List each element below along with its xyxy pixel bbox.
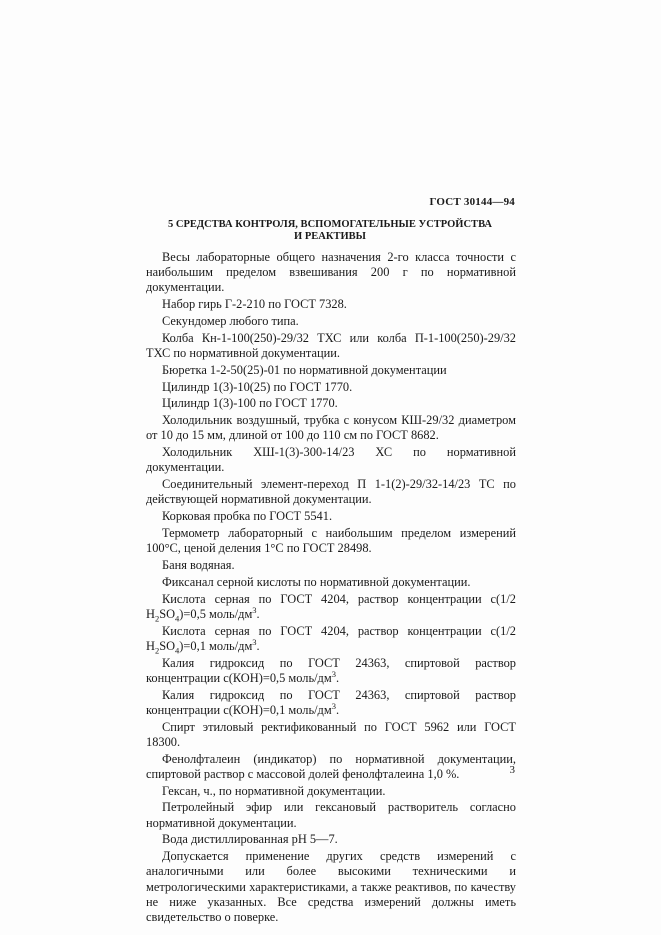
item-petroleum-ether: Петролейный эфир или гексановый растворитель согласно нормативной документации. [146,800,516,830]
section-body [146,250,516,927]
section-title [146,219,514,243]
item-water-bath: Баня водяная. [162,557,235,572]
section-title-line-2: И РЕАКТИВЫ [294,231,366,242]
section-title-line-1: 5 СРЕДСТВА КОНТРОЛЯ, ВСПОМОГАТЕЛЬНЫЕ УСТРОЙСТВА [167,219,492,230]
item-fixanal: Фиксанал серной кислоты по нормативной документации. [162,574,471,589]
item-weights: Набор гирь Г-2-210 по ГОСТ 7328. [162,297,347,312]
item-koh-05: Калия гидроксид по ГОСТ 24363, спиртовой раствор концентрации с(КОН)=0,5 моль/$дм^3$. [146,655,516,685]
item-air-condenser: Холодильник воздушный, трубка с конусом КШ-29/32 диаметром от 10 до 15 мм, длиной от 100 до 110 см по ГОСТ 8682. [146,413,516,443]
document-code: ГОСТ 30144—94 [429,196,515,208]
item-ethanol: Спирт этиловый ректификованный по ГОСТ 5962 или ГОСТ 18300. [146,719,516,749]
item-cylinder-large: Цилиндр 1(3)-100 по ГОСТ 1770. [162,396,338,411]
item-flask: Колба Кн-1-100(250)-29/32 ТХС или колба П-1-100(250)-29/32 ТХС по нормативной документации. [146,330,516,360]
item-koh-01: Калия гидроксид по ГОСТ 24363, спиртовой раствор концентрации с(КОН)=0,1 моль/$дм^3$. [146,687,516,717]
item-allowance-note: Допускается применение других средств измерений с аналогичными или более высокими техническими и метрологическими характеристиками, а также реактивов, по качеству не ниже указанных. Все средства измерений должны иметь свидетельство о поверке. [146,849,516,924]
page-number: 3 [509,764,515,776]
item-sulfuric-acid-05: Кислота серная по ГОСТ 4204, раствор концентрации с(1/2 $H_2SO_4)=0,5$ моль/$дм^3$. [146,591,516,624]
item-burette: Бюретка 1-2-50(25)-01 по нормативной документации [162,362,447,377]
item-cork: Корковая пробка по ГОСТ 5541. [162,509,333,524]
item-scales: Весы лабораторные общего назначения 2-го класса точности с наибольшим пределом взвешивания 200 г по нормативной документации. [146,250,516,295]
item-condenser: Холодильник ХШ-1(3)-300-14/23 ХС по нормативной документации. [146,445,516,475]
item-distilled-water: Вода дистиллированная pH 5—7. [162,832,338,847]
item-stopwatch: Секундомер любого типа. [162,314,299,328]
item-cylinder-small: Цилиндр 1(3)-10(25) по ГОСТ 1770. [162,379,353,394]
item-hexane: Гексан, ч., по нормативной документации. [162,783,386,798]
item-sulfuric-acid-01: Кислота серная по ГОСТ 4204, раствор концентрации с(1/2 $H_2SO_4)=0,1$ моль/$дм^3$. [146,623,516,656]
item-adapter: Соединительный элемент-переход П 1-1(2)-29/32-14/23 ТС по действующей нормативной документации. [146,477,516,507]
item-thermometer: Термометр лабораторный с наибольшим пределом измерений 100°С, ценой деления 1°С по ГОСТ 28498. [146,525,516,556]
item-phenolphthalein: Фенолфталеин (индикатор) по нормативной документации, спиртовой раствор с массовой долей фенолфталеина 1,0 %. [146,751,516,781]
